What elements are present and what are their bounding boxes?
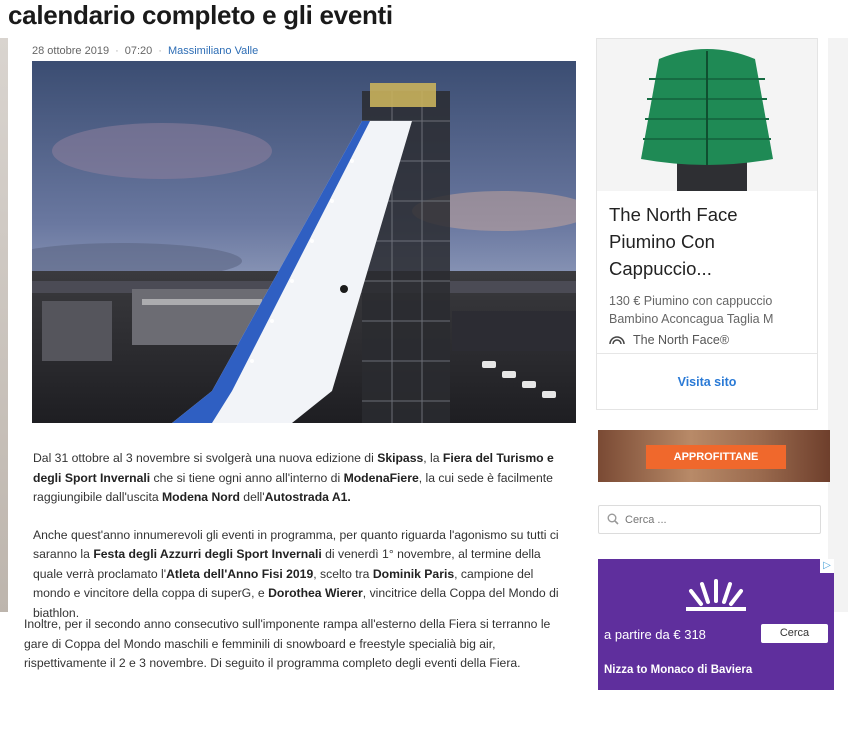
bold-span: Fiera del Turismo e degli Sport Invernali — [33, 451, 554, 485]
visit-site-link[interactable]: Visita sito — [677, 375, 737, 389]
meta-separator: · — [158, 45, 162, 57]
left-frame-decoration — [0, 38, 8, 612]
search-icon — [607, 513, 619, 525]
text-span: , la — [423, 451, 443, 465]
search-box[interactable] — [598, 505, 821, 534]
article-paragraph-2 — [33, 526, 569, 624]
text-span: di venerdì 1° novembre, al termine della quale verrà proclamato l' — [33, 547, 541, 581]
hero-illustration — [32, 61, 576, 423]
article-date: 28 ottobre 2019 — [32, 45, 110, 57]
text-span: , scelto tra — [313, 566, 373, 581]
product-ad-title[interactable]: The North Face Piumino Con Cappuccio... — [609, 204, 738, 279]
hero-image-big-air-ramp — [32, 61, 576, 423]
search-input[interactable] — [625, 510, 813, 530]
bold-span: Autostrada A1. — [264, 490, 351, 504]
product-ad-brand-label: The North Face® — [633, 333, 730, 347]
meta-separator: · — [115, 45, 119, 57]
article-headline: calendario completo e gli eventi — [8, 0, 393, 30]
text-span: Anche quest'anno innumerevoli gli eventi in programma, per quanto riguarda l'agonismo su tutti ci saranno la — [33, 527, 559, 561]
bold-span: Modena Nord — [162, 490, 240, 504]
text-span: , la cui sede è facilmente raggiungibile dall'uscita — [33, 470, 553, 504]
product-image-green-jacket — [597, 39, 817, 191]
product-ad-brand — [609, 333, 729, 347]
text-span: Dal 31 ottobre al 3 novembre si svolgerà una nuova edizione di — [33, 451, 378, 465]
text-span: che si tiene ogni anno all'interno di — [150, 470, 344, 485]
flight-price: a partire da € 318 — [604, 627, 706, 642]
flight-ad[interactable] — [598, 559, 834, 690]
product-ad-card[interactable] — [596, 38, 818, 410]
bold-span: Festa degli Azzurri degli Sport Invernali — [93, 547, 322, 561]
product-ad-description: 130 € Piumino con cappuccio Bambino Aconcagua Taglia M — [609, 294, 774, 326]
flight-search-button[interactable]: Cerca — [761, 624, 828, 643]
promo-banner[interactable] — [598, 430, 830, 482]
article-body — [33, 449, 569, 641]
right-edge-decoration — [828, 38, 848, 612]
bold-span: Dominik Paris — [372, 566, 455, 581]
adchoices-icon[interactable]: ▷ — [820, 559, 834, 573]
bold-span: Dorothea Wierer — [268, 586, 363, 600]
article-time: 07:20 — [124, 45, 153, 57]
text-span: , vincitrice della Coppa del Mondo di biathlon. — [33, 586, 559, 620]
ad-divider — [597, 353, 817, 354]
text-span: dell' — [239, 490, 265, 504]
flight-route: Nizza to Monaco di Baviera — [604, 664, 753, 676]
bold-span: Skipass — [377, 451, 424, 465]
north-face-logo-icon — [609, 335, 625, 345]
jacket-illustration — [597, 39, 817, 191]
approfittane-button[interactable]: APPROFITTANE — [646, 445, 786, 469]
text-span: , campione del mondo e vincitore della coppa di superG, e — [33, 566, 534, 600]
article-paragraph-1 — [33, 449, 569, 508]
article-paragraph-3: Inoltre, per il secondo anno consecutivo sull'imponente rampa all'esterno della Fiera si terranno le gare di Coppa del Mondo maschili e femminili di snowboard e freestyle specialià big air, rispettivamente il 2 e 3 novembre. Di seguito il programma completo degli eventi della Fiera. — [24, 617, 551, 670]
author-link[interactable]: Massimiliano Valle — [167, 45, 259, 57]
article-meta — [32, 45, 258, 57]
bold-span: Atleta dell'Anno Fisi 2019 — [166, 566, 314, 581]
bold-span: ModenaFiere — [343, 470, 419, 485]
sunrise-logo-icon — [684, 577, 748, 613]
